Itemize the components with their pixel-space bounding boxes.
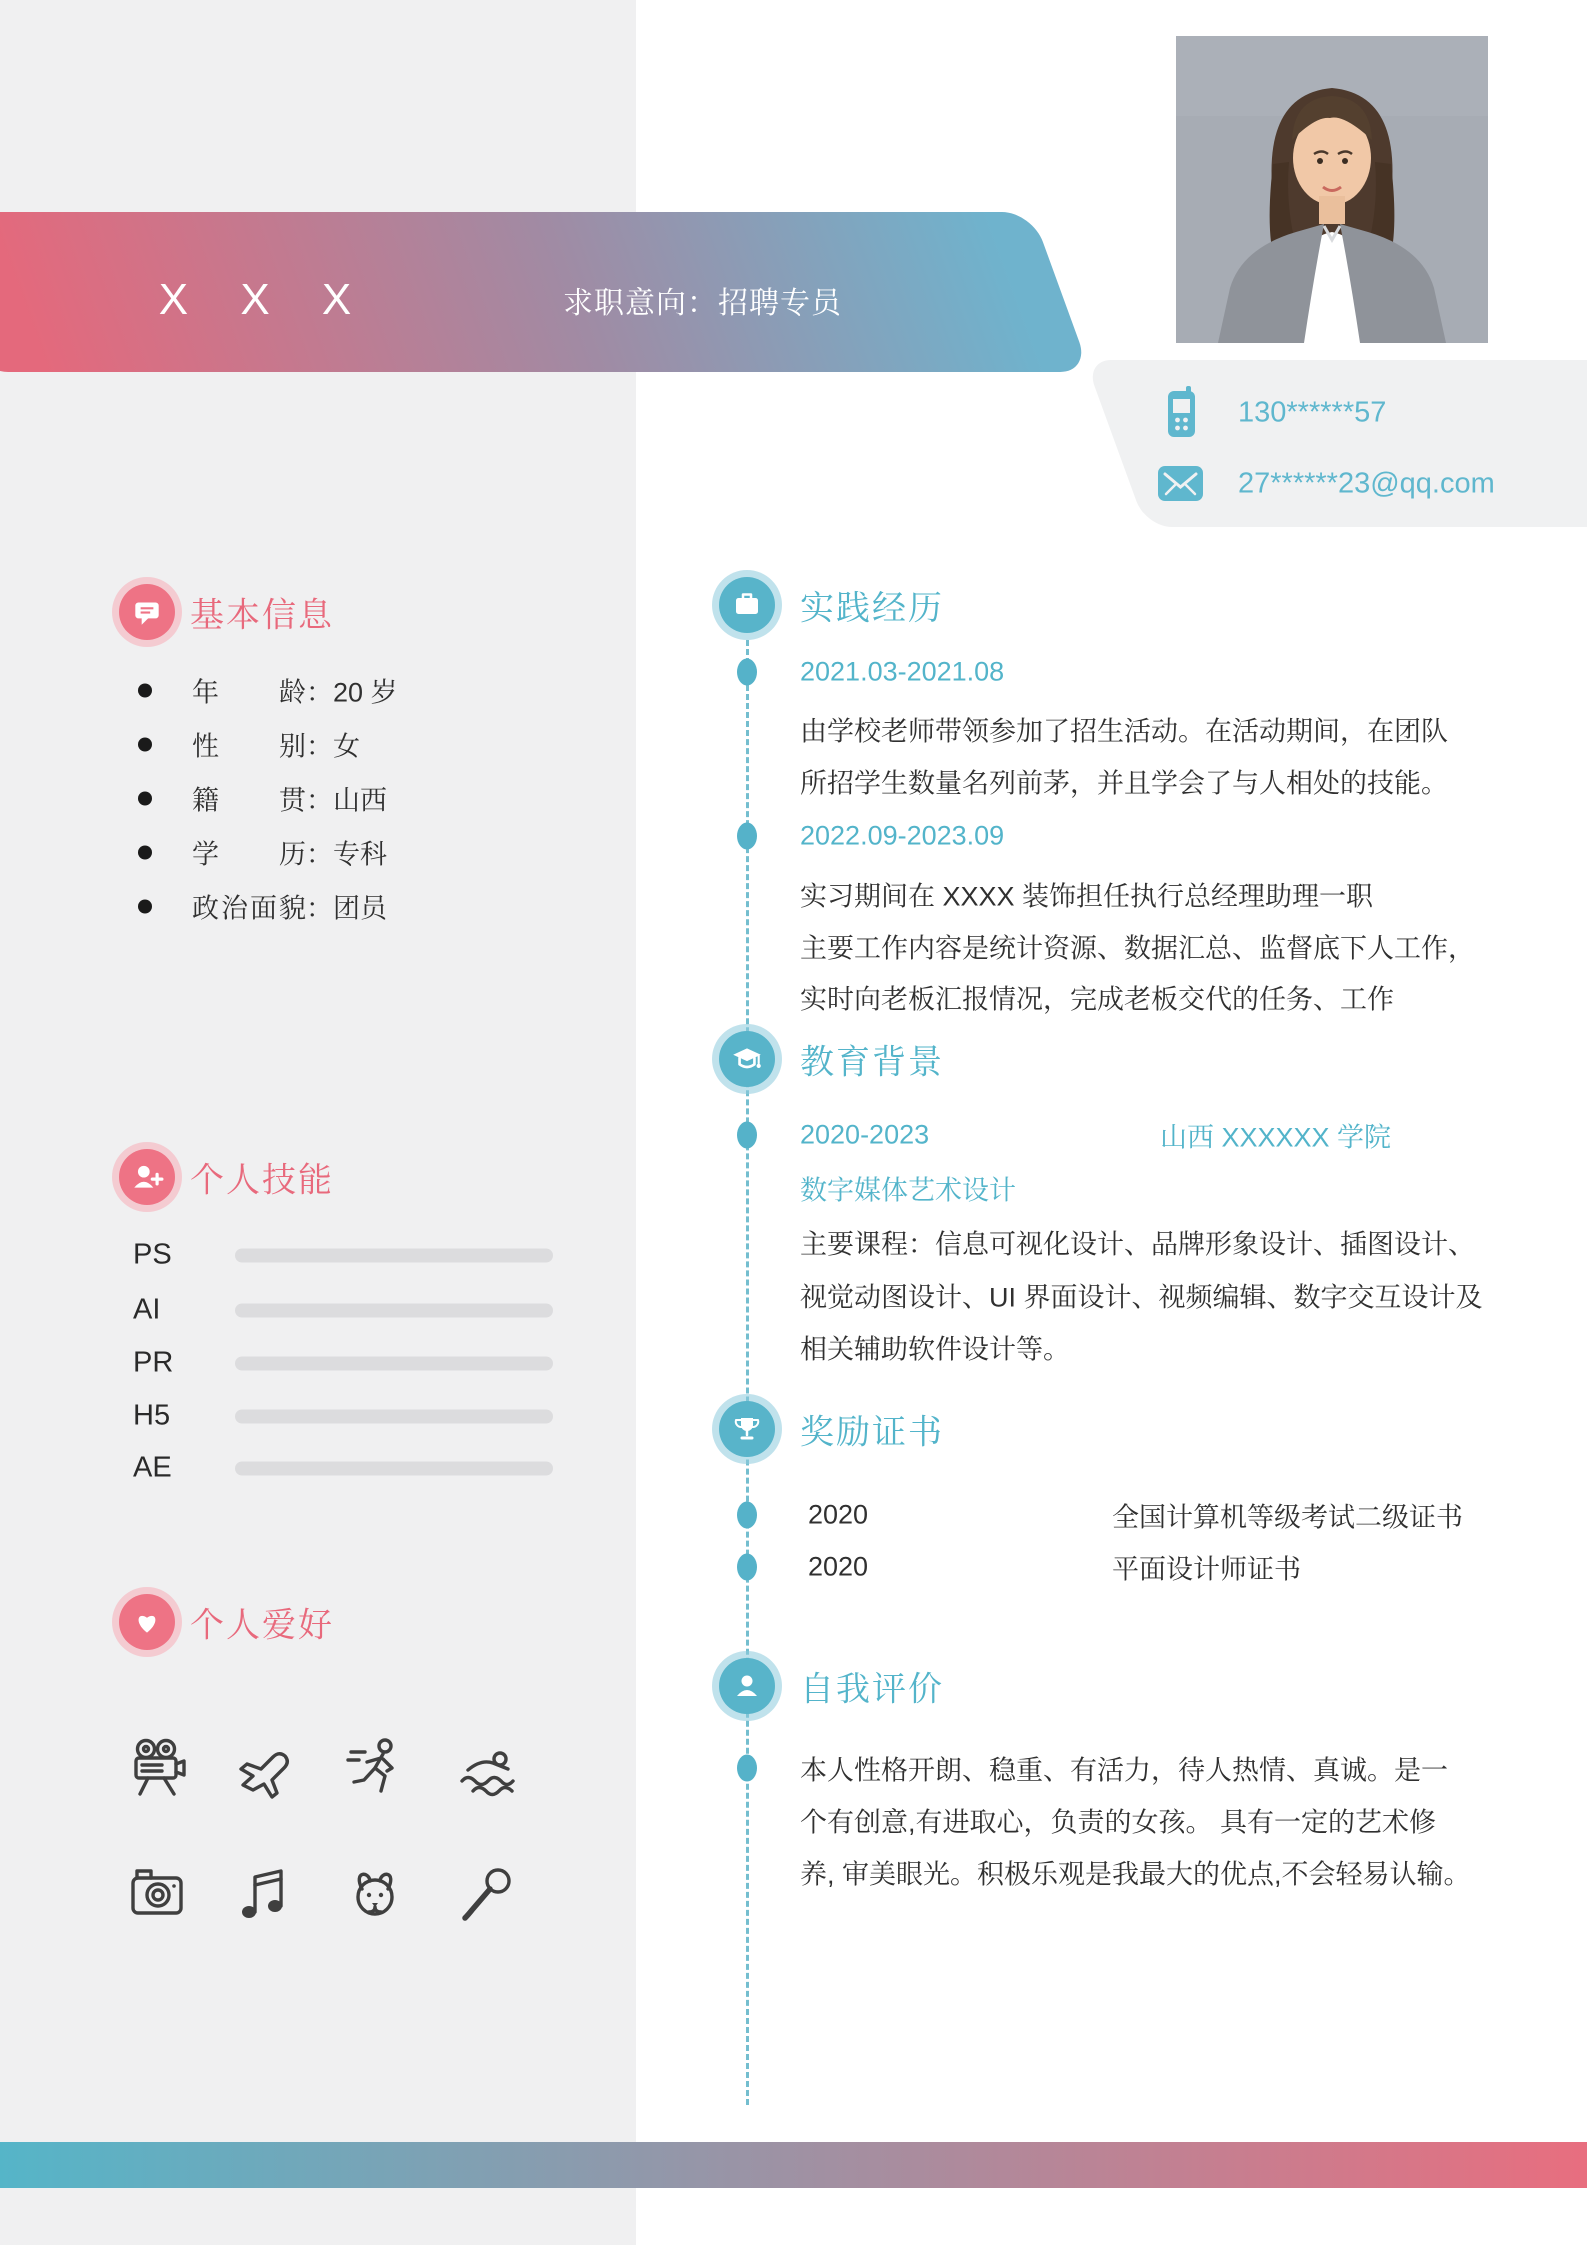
education-title: 教育背景 [800, 1043, 944, 1082]
info-row-native-place: 籍贯 ： 山西 [138, 779, 387, 818]
heart-icon [119, 1594, 175, 1650]
awards-title: 奖励证书 [800, 1413, 944, 1452]
bullet-icon [138, 899, 152, 913]
timeline-dot [737, 823, 757, 850]
email-address: 27******23@qq.com [1238, 467, 1495, 500]
hobbies-title: 个人爱好 [190, 1606, 334, 1645]
evaluation-text: 养, 审美眼光。积极乐观是我最大的优点,不会轻易认输。 [800, 1859, 1471, 1890]
phone-icon [1162, 386, 1200, 440]
skill-bar-track [235, 1303, 553, 1317]
skill-bar-track [235, 1248, 553, 1262]
film-camera-icon [125, 1735, 189, 1799]
skill-bar-track [235, 1461, 553, 1475]
skills-title: 个人技能 [190, 1161, 334, 1200]
bullet-icon [138, 791, 152, 805]
award-year: 2020 [808, 1551, 869, 1582]
award-cert: 平面设计师证书 [1112, 1554, 1301, 1585]
info-row-gender: 性别 ： 女 [138, 725, 360, 764]
education-major: 数字媒体艺术设计 [800, 1175, 1016, 1206]
award-year: 2020 [808, 1499, 869, 1530]
award-cert: 全国计算机等级考试二级证书 [1112, 1502, 1463, 1533]
bullet-icon [138, 683, 152, 697]
running-icon [343, 1735, 407, 1799]
skill-row: PS [133, 1239, 553, 1272]
experience-date: 2022.09-2023.09 [800, 820, 1005, 851]
skill-bar-track [235, 1409, 553, 1423]
user-plus-icon [119, 1149, 175, 1205]
experience-text: 所招学生数量名列前茅，并且学会了与人相处的技能。 [800, 768, 1448, 799]
info-row-age: 年龄 ： 20 岁 [138, 671, 398, 710]
camera-icon [125, 1861, 189, 1925]
evaluation-title: 自我评价 [800, 1670, 944, 1709]
education-courses: 相关辅助软件设计等。 [800, 1334, 1070, 1365]
skill-row: AI [133, 1294, 553, 1327]
music-icon [233, 1861, 297, 1925]
education-courses: 视觉动图设计、UI 界面设计、视频编辑、数字交互设计及 [800, 1282, 1483, 1313]
timeline-dot [737, 1502, 757, 1529]
phone-number: 130******57 [1238, 396, 1387, 429]
education-period: 2020-2023 [800, 1119, 930, 1150]
dog-icon [343, 1861, 407, 1925]
footer-gradient-bar [0, 2142, 1587, 2188]
evaluation-text: 本人性格开朗、稳重、有活力，待人热情、真诚。是一 [800, 1755, 1448, 1786]
swimming-icon [455, 1735, 519, 1799]
timeline-dot [737, 1122, 757, 1149]
experience-text: 实习期间在 XXXX 装饰担任执行总经理助理一职 [800, 881, 1374, 912]
experience-text: 由学校老师带领参加了招生活动。在活动期间，在团队 [800, 716, 1448, 747]
briefcase-icon [719, 577, 775, 633]
timeline-dot [737, 1755, 757, 1782]
user-icon [719, 1658, 775, 1714]
skill-row: PR [133, 1347, 553, 1380]
candidate-name: X X X [158, 275, 372, 324]
skill-row: AE [133, 1452, 553, 1485]
timeline-dot [737, 659, 757, 686]
bullet-icon [138, 737, 152, 751]
education-courses: 主要课程：信息可视化设计、品牌形象设计、插图设计、 [800, 1229, 1475, 1260]
timeline-line [746, 640, 749, 2105]
info-row-education-level: 学历 ： 专科 [138, 833, 387, 872]
graduation-cap-icon [719, 1031, 775, 1087]
evaluation-text: 个有创意,有进取心，负责的女孩。 具有一定的艺术修 [800, 1807, 1437, 1838]
airplane-icon [233, 1735, 297, 1799]
microphone-icon [455, 1861, 519, 1925]
profile-photo [1176, 36, 1488, 343]
skill-bar-track [235, 1356, 553, 1370]
email-icon [1158, 466, 1204, 502]
job-intention: 求职意向：招聘专员 [563, 287, 842, 320]
bullet-icon [138, 845, 152, 859]
experience-text: 实时向老板汇报情况，完成老板交代的任务、工作 [800, 984, 1394, 1015]
experience-title: 实践经历 [800, 589, 944, 628]
basic-info-title: 基本信息 [190, 596, 334, 635]
info-row-political-status: 政治面貌 ： 团员 [138, 887, 387, 926]
chat-bubble-icon [119, 584, 175, 640]
education-school: 山西 XXXXXX 学院 [1160, 1122, 1392, 1153]
trophy-icon [719, 1401, 775, 1457]
experience-text: 主要工作内容是统计资源、数据汇总、监督底下人工作， [800, 933, 1475, 964]
skill-row: H5 [133, 1400, 553, 1433]
timeline-dot [737, 1554, 757, 1581]
experience-date: 2021.03-2021.08 [800, 656, 1005, 687]
